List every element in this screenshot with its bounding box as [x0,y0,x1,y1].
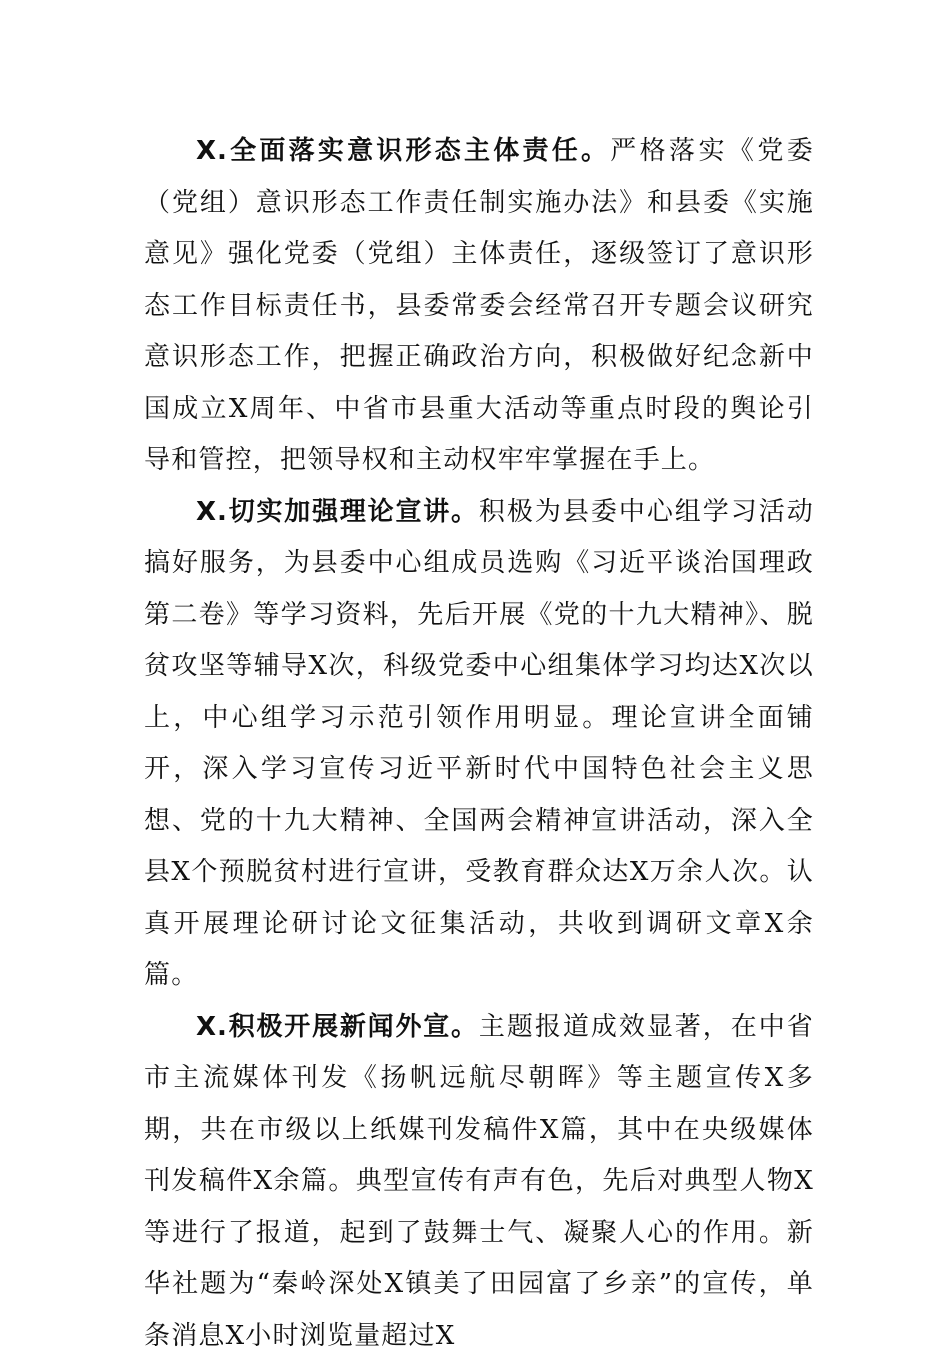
paragraph-text: 积极为县委中心组学习活动搞好服务，为县委中心组成员选购《习近平谈治国理政第二卷》等学习资料，先后开展《党的十九大精神》、脱贫攻坚等辅导X次，科级党委中心组集体学习均达X次以上，中心组学习示范引领作用明显。理论宣讲全面铺开，深入学习宣传习近平新时代中国特色社会主义思想、党的十九大精神、全国两会精神宣讲活动，深入全县X个预脱贫村进行宣讲，受教育群众达X万余人次。认真开展理论研讨论文征集活动，共收到调研文章X余篇。 [144,497,814,991]
paragraph-heading: X.全面落实意识形态主体责任。 [196,136,610,166]
paragraph-text: 主题报道成效显著，在中省市主流媒体刊发《扬帆远航尽朝晖》等主题宣传X多期，共在市级以上纸媒刊发稿件X篇，其中在央级媒体刊发稿件X余篇。典型宣传有声有色，先后对典型人物X等进行了报道，起到了鼓舞士气、凝聚人心的作用。新华社题为“秦岭深处X镇美了田园富了乡亲”的宣传，单条消息X小时浏览量超过X [144,1012,814,1351]
paragraph-news-publicity [144,1002,814,1362]
paragraph-text: 严格落实《党委（党组）意识形态工作责任制实施办法》和县委《实施意见》强化党委（党组）主体责任，逐级签订了意识形态工作目标责任书，县委常委会经常召开专题会议研究意识形态工作，把握正确政治方向，积极做好纪念新中国成立X周年、中省市县重大活动等重点时段的舆论引导和管控，把领导权和主动权牢牢掌握在手上。 [144,136,814,475]
paragraph-theory-lectures [144,487,814,1002]
paragraph-heading: X.积极开展新闻外宣。 [196,1012,479,1042]
document-body [144,126,814,1362]
paragraph-heading: X.切实加强理论宣讲。 [196,497,479,527]
paragraph-ideology-responsibility [144,126,814,487]
